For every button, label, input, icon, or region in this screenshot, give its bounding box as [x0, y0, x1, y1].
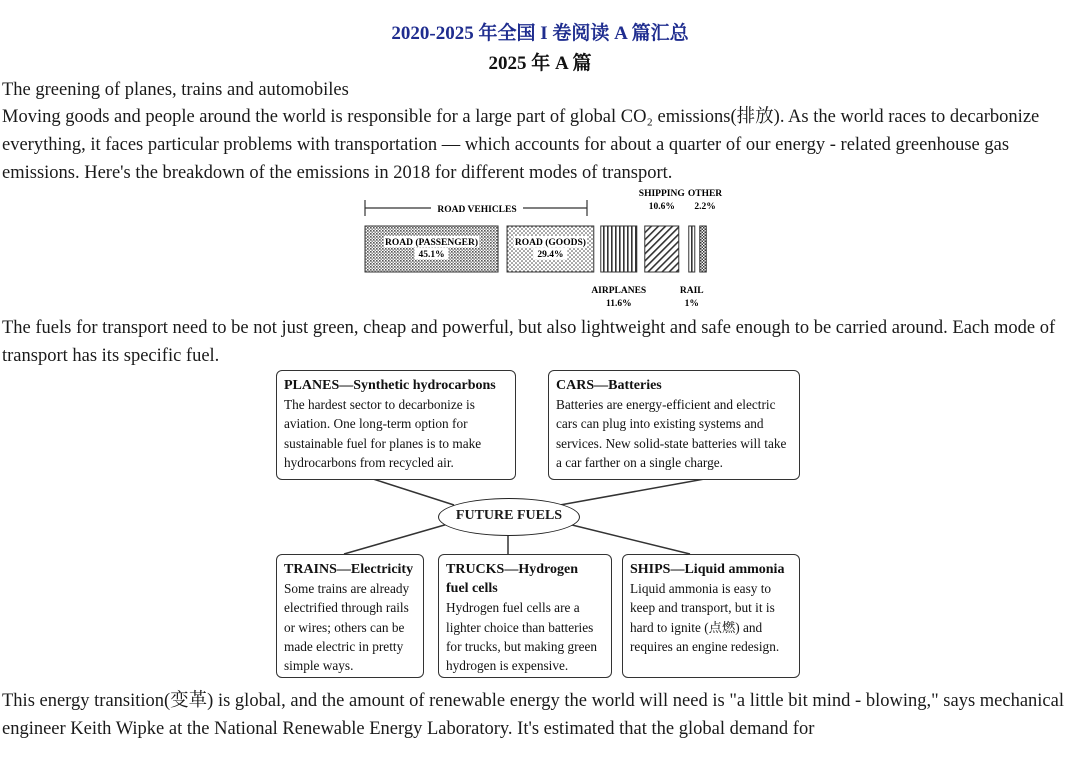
bar-airplanes — [601, 226, 637, 272]
bar-other — [700, 226, 706, 272]
value-label-road-passenger: 45.1% — [418, 250, 445, 260]
value-label-other: 2.2% — [694, 202, 716, 212]
bar-rail — [689, 226, 695, 272]
trains-text: Some trains are already electrified through rails or wires; others can be made electric in pretty simple ways. — [284, 581, 410, 674]
value-label-airplanes: 11.6% — [605, 299, 632, 309]
trucks-text: Hydrogen fuel cells are a lighter choice than batteries for trucks, but making green hydrogen is expensive. — [446, 600, 598, 674]
trucks-heading: TRUCKS—Hydrogen fuel cells — [446, 562, 578, 597]
planes-box — [276, 370, 516, 480]
category-label-rail: RAIL — [679, 286, 704, 296]
planes-heading: PLANES—Synthetic hydrocarbons — [284, 378, 496, 393]
trains-box — [276, 554, 424, 678]
cars-heading: CARS—Batteries — [556, 378, 662, 393]
trains-heading: TRAINS—Electricity — [284, 562, 414, 577]
future-fuels-diagram — [270, 364, 810, 682]
value-label-road-goods: 29.4% — [537, 250, 564, 260]
category-label-road-passenger: ROAD (PASSENGER) — [385, 238, 479, 248]
value-label-shipping: 10.6% — [648, 202, 675, 212]
cars-text: Batteries are energy-efficient and electric cars can plug into existing systems and services. New solid-state batteries will take a car farther on a single charge. — [556, 397, 787, 470]
category-label-other: OTHER — [687, 189, 723, 199]
ships-heading: SHIPS—Liquid ammonia — [630, 562, 785, 577]
category-label-shipping: SHIPPING — [638, 189, 685, 199]
ships-text: Liquid ammonia is easy to keep and transport, but it is hard to ignite (点燃) and requires an engine redesign. — [630, 581, 780, 654]
article-paragraph-3: This energy transition(变革) is global, and the amount of renewable energy the world will need is "a little bit mind - blowing," says mechanical engineer Keith Wipke at the National Renewable Energy Laboratory. It's estimated that the global demand for — [2, 691, 1064, 739]
article-paragraph-2: The fuels for transport need to be not just green, cheap and powerful, but also lightweight and safe enough to be carried around. Each mode of transport has its specific fuel. — [2, 318, 1056, 366]
ships-box — [622, 554, 800, 678]
cars-box — [548, 370, 800, 480]
bar-shipping — [645, 226, 679, 272]
category-label-airplanes: AIRPLANES — [591, 286, 647, 296]
road-vehicles-bracket — [365, 200, 587, 216]
road-vehicles-label: ROAD VEHICLES — [437, 205, 517, 215]
emissions-chart — [355, 182, 725, 310]
category-label-road-goods: ROAD (GOODS) — [514, 238, 586, 248]
planes-text: The hardest sector to decarbonize is aviation. One long-term option for sustainable fuel for planes is to make hydrocarbons from recycled air. — [284, 397, 482, 470]
value-label-rail: 1% — [684, 299, 699, 309]
future-fuels-hub: FUTURE FUELS — [438, 498, 580, 536]
article-title: The greening of planes, trains and automobiles — [2, 80, 349, 100]
document-title: 2020-2025 年全国 I 卷阅读 A 篇汇总 — [391, 23, 689, 44]
document-subtitle: 2025 年 A 篇 — [488, 53, 592, 74]
trucks-box — [438, 554, 612, 678]
article-paragraph-1: Moving goods and people around the world is responsible for a large part of global CO₂ emissions(排放). As the world races to decarbonize everything, it faces particular problems with transportation — which accounts for about a quarter of our energy - related greenhouse gas emissions. Here's the breakdown of the emissions in 2018 for different modes of transport. — [2, 107, 1040, 183]
